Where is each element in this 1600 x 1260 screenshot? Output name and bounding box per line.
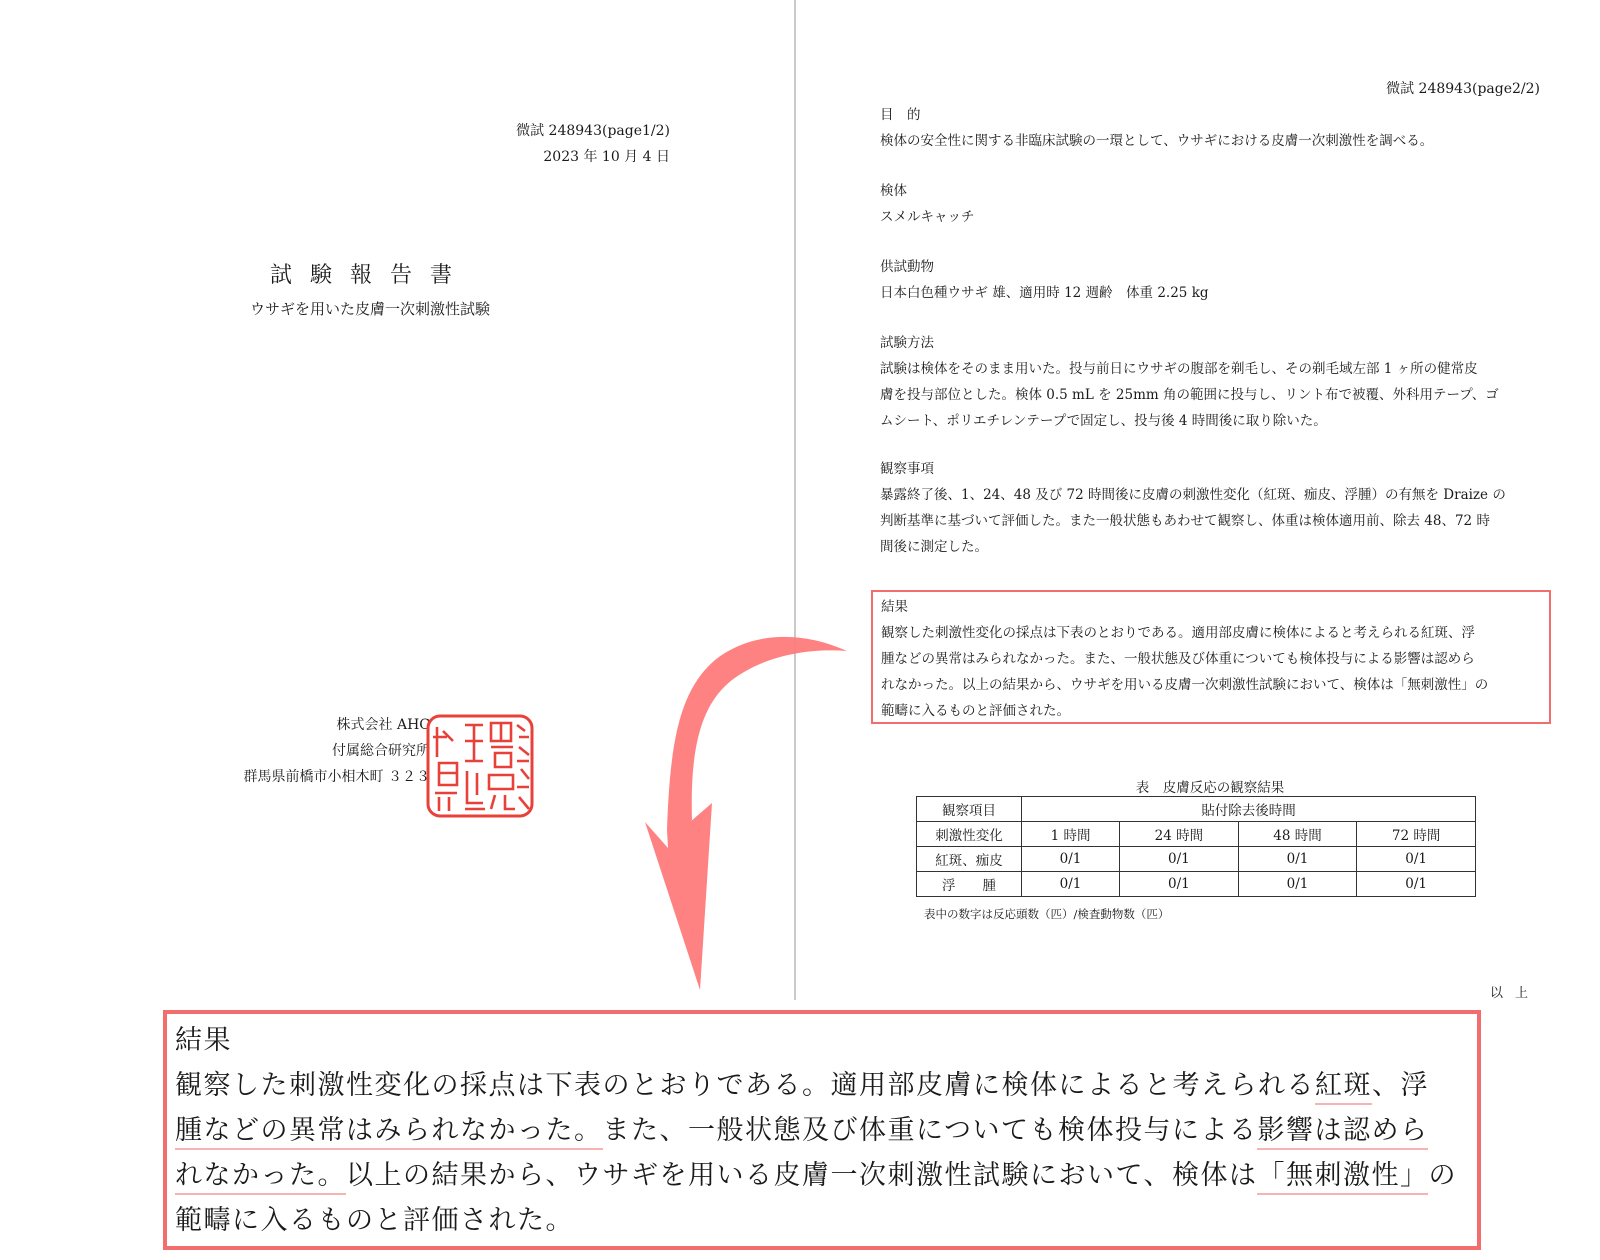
section-heading: 目 的	[880, 107, 921, 123]
header-item: 観察項目	[917, 797, 1022, 822]
row-header: 刺激性変化	[917, 822, 1022, 847]
table-cell: 0/1	[1120, 847, 1239, 872]
column-header: 1 時間	[1022, 822, 1120, 847]
underlined-term: れなかった。	[175, 1160, 346, 1195]
organization-block	[240, 712, 430, 790]
table-cell: 0/1	[1022, 847, 1120, 872]
section-body-line: 間後に測定した。	[880, 539, 988, 555]
table-cell: 0/1	[1120, 872, 1239, 897]
underlined-term: 「無刺激性」	[1257, 1160, 1428, 1195]
page1-date: 2023 年 10 月 4 日	[543, 149, 670, 165]
underlined-term: 紅斑	[1315, 1070, 1372, 1105]
report-subtitle: ウサギを用いた皮膚一次刺激性試験	[249, 300, 490, 318]
section-body-line: 試験は検体をそのまま用いた。投与前日にウサギの腹部を剃毛し、その剃毛域左部 1 ヶ所の健常皮	[880, 361, 1478, 377]
section-body-line: 暴露終了後、1、24、48 及び 72 時間後に皮膚の刺激性変化（紅斑、痂皮、浮腫）の有無を Draize の	[880, 487, 1506, 503]
section-test-method	[880, 330, 1540, 434]
red-square-seal-icon	[425, 713, 535, 819]
table-cell: 0/1	[1357, 872, 1476, 897]
result-section-highlight	[871, 590, 1551, 724]
underlined-term: 腫などの異常はみられなかった。	[175, 1115, 603, 1150]
magnified-line-3	[175, 1153, 1469, 1198]
magnified-line-1	[175, 1063, 1469, 1108]
section-body-line: 判断基準に基づいて評価した。また一般状態もあわせて観察し、体重は検体適用前、除去 48、72 時	[880, 513, 1490, 529]
section-heading: 観察事項	[880, 461, 934, 477]
result-heading: 結果	[881, 599, 908, 615]
table-row	[917, 872, 1476, 897]
column-header: 72 時間	[1357, 822, 1476, 847]
result-line: れなかった。以上の結果から、ウサギを用いる皮膚一次刺激性試験において、検体は「無刺激性」の	[881, 677, 1489, 693]
report-title: 試験報告書	[269, 263, 470, 288]
magnified-line-2	[175, 1108, 1469, 1153]
section-body: 検体の安全性に関する非臨床試験の一環として、ウサギにおける皮膚一次刺激性を調べる。	[880, 133, 1434, 149]
org-name: 株式会社 AHC	[336, 717, 430, 733]
text-segment: の	[1428, 1160, 1457, 1191]
text-segment: また、一般状態及び体重についても検体投与による	[602, 1115, 1258, 1146]
page1-ref-number: 微試 248943(page1/2)	[516, 123, 670, 139]
table-row	[917, 847, 1476, 872]
row-label: 浮 腫	[917, 872, 1022, 897]
section-body: 日本白色種ウサギ 雄、適用時 12 週齢 体重 2.25 kg	[880, 285, 1209, 301]
section-purpose	[880, 102, 1540, 154]
section-specimen	[880, 178, 1540, 230]
section-observation	[880, 456, 1540, 560]
page1-header	[480, 118, 670, 170]
magnified-heading: 結果	[175, 1025, 232, 1056]
underlined-term: 影響は認めら	[1257, 1115, 1428, 1150]
table-title: 表 皮膚反応の観察結果	[1135, 780, 1285, 796]
magnified-line-4: 範疇に入るものと評価された。	[175, 1205, 574, 1236]
page2-ref-number: 微試 248943(page2/2)	[1386, 81, 1540, 97]
header-group: 貼付除去後時間	[1022, 797, 1476, 822]
curved-arrow-icon	[600, 600, 880, 1020]
section-heading: 試験方法	[880, 335, 934, 351]
section-body-line: ムシート、ポリエチレンテープで固定し、投与後 4 時間後に取り除いた。	[880, 413, 1327, 429]
org-address: 群馬県前橋市小相木町 ３２３	[243, 769, 430, 785]
section-heading: 供試動物	[880, 259, 934, 275]
table-cell: 0/1	[1238, 847, 1357, 872]
table-cell: 0/1	[1357, 847, 1476, 872]
column-header: 48 時間	[1238, 822, 1357, 847]
section-body-line: 膚を投与部位とした。検体 0.5 mL を 25mm 角の範囲に投与し、リント布で被覆、外科用テープ、ゴ	[880, 387, 1499, 403]
result-line: 腫などの異常はみられなかった。また、一般状態及び体重についても検体投与による影響は認めら	[881, 651, 1475, 667]
observation-table	[916, 796, 1476, 897]
section-test-animal	[880, 254, 1540, 306]
org-institute: 付属総合研究所	[332, 743, 430, 759]
table-column-row	[917, 822, 1476, 847]
table-cell: 0/1	[1238, 872, 1357, 897]
result-line: 範疇に入るものと評価された。	[881, 703, 1070, 719]
table-header-row	[917, 797, 1476, 822]
row-label: 紅斑、痂皮	[917, 847, 1022, 872]
text-segment: 、浮	[1372, 1070, 1429, 1101]
section-heading: 検体	[880, 183, 907, 199]
result-line: 観察した刺激性変化の採点は下表のとおりである。適用部皮膚に検体によると考えられる紅斑、浮	[881, 625, 1475, 641]
column-header: 24 時間	[1120, 822, 1239, 847]
table-cell: 0/1	[1022, 872, 1120, 897]
magnified-result-box	[163, 1010, 1481, 1250]
end-mark: 以上	[1490, 986, 1541, 1001]
text-segment: 以上の結果から、ウサギを用いる皮膚一次刺激性試験において、検体は	[346, 1160, 1258, 1191]
text-segment: 観察した刺激性変化の採点は下表のとおりである。適用部皮膚に検体によると考えられる	[175, 1070, 1315, 1101]
table-footnote: 表中の数字は反応頭数（匹）/検査動物数（匹）	[924, 907, 1170, 921]
section-body: スメルキャッチ	[880, 209, 975, 225]
